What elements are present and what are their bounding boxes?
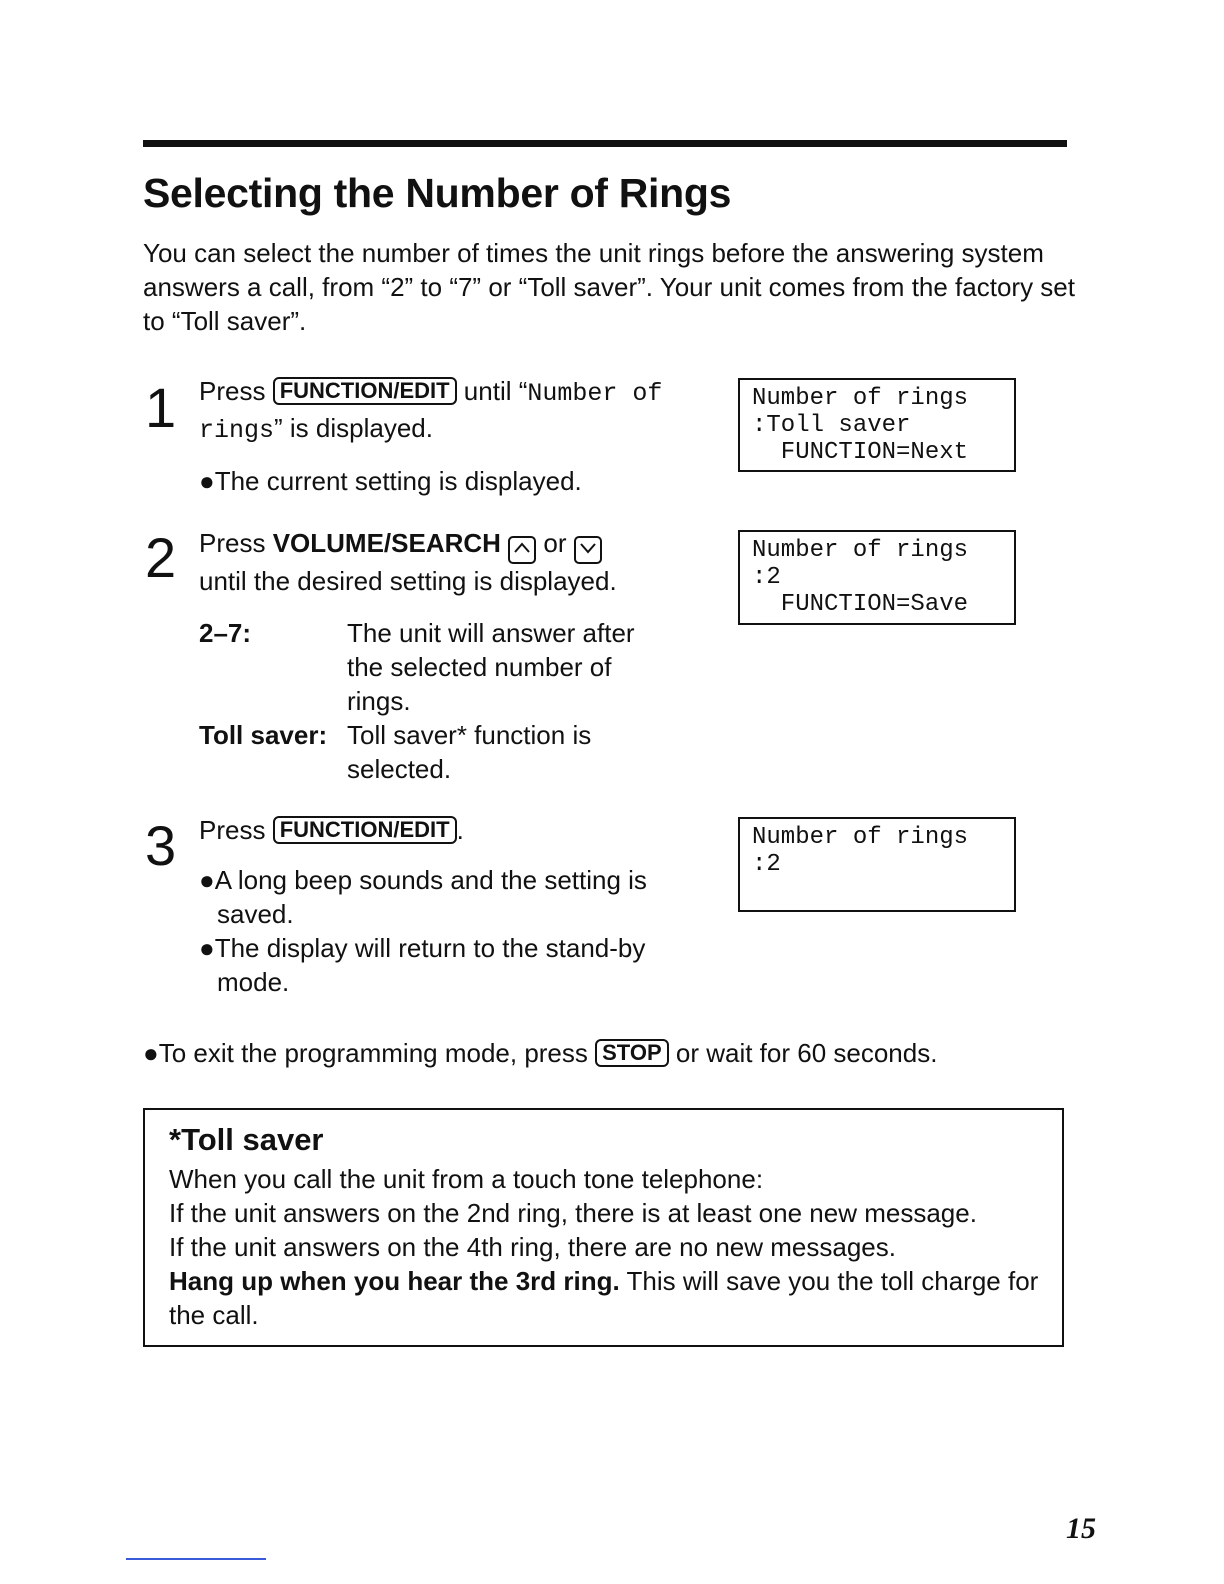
step-3-period: . <box>456 815 464 845</box>
lcd-display-step-1: Number of rings :Toll saver FUNCTION=Next <box>738 378 1016 472</box>
footer-line <box>126 1558 266 1560</box>
step-3-instruction <box>199 813 679 847</box>
volume-search-label: VOLUME/SEARCH <box>272 528 501 558</box>
step-2-number: 2 <box>145 526 177 589</box>
volume-up-key[interactable] <box>508 536 536 564</box>
note-rest-text: This will save you the toll charge for the call. <box>169 1266 1039 1330</box>
step-1-until-text: until “ <box>456 376 528 406</box>
step-3 <box>199 813 679 999</box>
step-2 <box>199 526 679 786</box>
toll-saver-note <box>143 1108 1064 1347</box>
step-2-until: until the desired setting is displayed. <box>199 566 617 596</box>
chevron-up-icon <box>513 541 531 555</box>
step-1-display-text: Number of rings <box>199 379 663 445</box>
definition-row <box>199 718 679 786</box>
definition-row <box>199 616 679 718</box>
chevron-down-icon <box>579 541 597 555</box>
step-2-instruction <box>199 526 679 564</box>
function-edit-key[interactable]: FUNCTION/EDIT <box>273 816 457 844</box>
exit-after-text: or wait for 60 seconds. <box>668 1038 938 1068</box>
step-3-bullet: ●The display will return to the stand-by mode. <box>199 933 646 997</box>
intro-paragraph: You can select the number of times the unit rings before the answering system answers a call, from “2” to “7” or “Toll saver”. Your unit comes from the factory set to “Toll saver”. <box>143 238 1075 336</box>
page-title: Selecting the Number of Rings <box>143 170 732 216</box>
step-3-press-text: Press <box>199 815 273 845</box>
function-edit-key[interactable]: FUNCTION/EDIT <box>273 377 457 405</box>
note-line: If the unit answers on the 4th ring, there are no new messages. <box>169 1232 896 1262</box>
exit-instruction <box>143 1036 937 1070</box>
note-line: If the unit answers on the 2nd ring, there is at least one new message. <box>169 1198 977 1228</box>
definition-description: The unit will answer after the selected number of rings. <box>347 618 635 716</box>
step-1-number: 1 <box>145 376 177 439</box>
step-2-definitions <box>199 616 679 786</box>
top-rule <box>143 140 1067 147</box>
lcd-display-step-2: Number of rings :2 FUNCTION=Save <box>738 530 1016 625</box>
step-3-number: 3 <box>145 814 177 877</box>
note-line: When you call the unit from a touch tone telephone: <box>169 1164 764 1194</box>
step-1-after-text: ” is displayed. <box>274 413 433 443</box>
definition-term: 2–7: <box>199 618 252 648</box>
exit-before-text: ●To exit the programming mode, press <box>143 1038 596 1068</box>
step-1-bullet: ●The current setting is displayed. <box>199 466 582 496</box>
note-line-emphasis <box>169 1264 1062 1332</box>
definition-term: Toll saver: <box>199 720 328 750</box>
volume-down-key[interactable] <box>574 536 602 564</box>
step-1-press-text: Press <box>199 376 273 406</box>
note-bold-text: Hang up when you hear the 3rd ring. <box>169 1266 620 1296</box>
step-2-press-text: Press <box>199 528 273 558</box>
step-2-or-text: or <box>536 528 574 558</box>
note-title: *Toll saver <box>169 1122 324 1157</box>
step-1 <box>199 374 679 498</box>
step-1-instruction <box>199 374 679 448</box>
definition-description: Toll saver* function is selected. <box>347 720 592 784</box>
page-number: 15 <box>1066 1512 1096 1545</box>
step-3-bullet: ●A long beep sounds and the setting is saved. <box>199 865 647 929</box>
stop-key[interactable]: STOP <box>595 1039 669 1067</box>
lcd-display-step-3: Number of rings :2 <box>738 817 1016 912</box>
